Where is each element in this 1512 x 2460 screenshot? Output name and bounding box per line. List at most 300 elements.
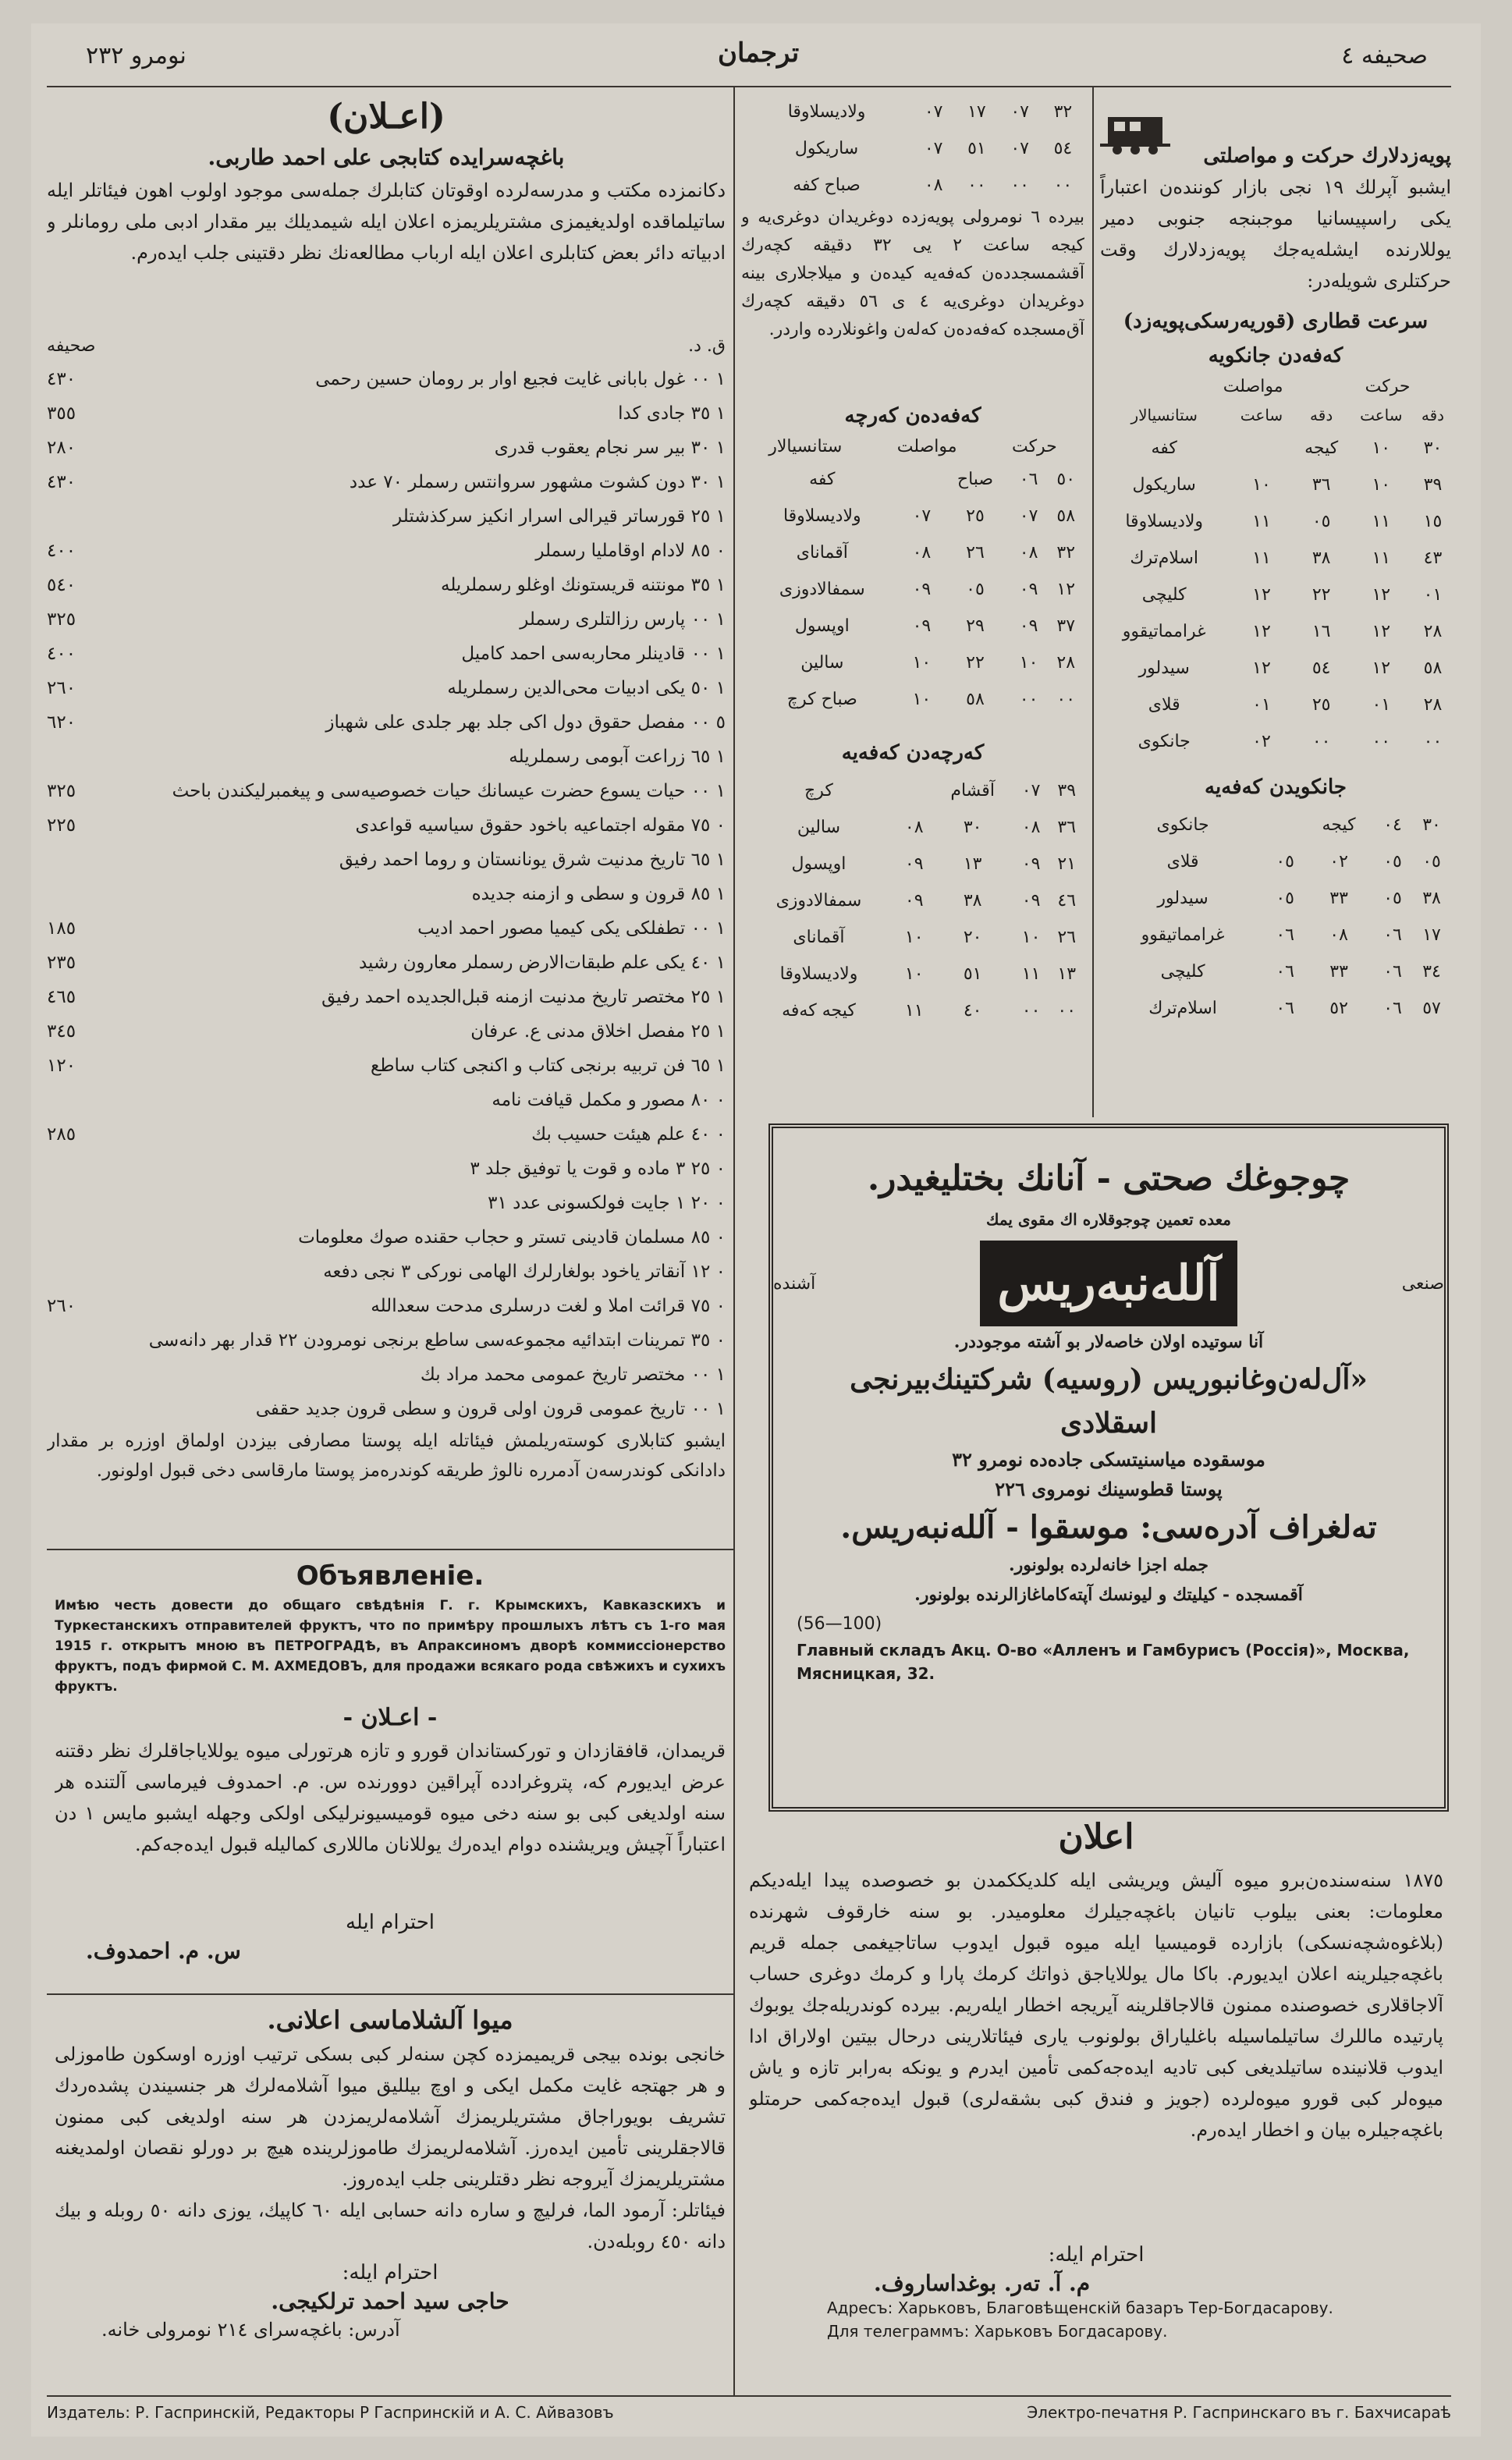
book-row (47, 1083, 726, 1117)
route-kefe-jankoy: که‌فه‌دن جانکویه (1208, 344, 1343, 367)
time-cell: ١١ (1372, 548, 1391, 568)
time-cell: ٠٦ (1383, 961, 1402, 982)
fruit-ad-address: آدرس: باغچه‌سرای ٢١٤ نومرولی خانه. (101, 2319, 400, 2341)
time-cell: ٥٨ (966, 689, 985, 709)
book-pages: ٢٦٠ (47, 678, 76, 698)
fruit-ad-signature: حاجی سید احمد ترلکیجی. (271, 2288, 509, 2314)
book-title: ١ ٦٥ تاریخ مدنیت شرق یونانستان و روما احمد رفیق (339, 850, 726, 870)
book-pages (47, 843, 125, 877)
station-name: غرامماتیقوو (1141, 925, 1225, 945)
time-cell: ١٧ (1422, 925, 1441, 945)
book-row (47, 637, 726, 671)
books-list (47, 362, 726, 1426)
timetable-jankoy-kefe (1100, 807, 1451, 1027)
station-name: جانکوی (1156, 815, 1209, 835)
timetable-row (741, 772, 1084, 809)
book-pages (47, 1083, 125, 1117)
book-title: ٠ ٢٥ ٣ ماده و قوت یا توفیق جلد ٣ (470, 1159, 726, 1179)
time-cell: ٢٦ (1057, 927, 1077, 947)
time-cell: ٠٦ (1383, 998, 1402, 1018)
col-arrive: مواصلت (1223, 377, 1283, 396)
book-title: ١ ٠٠ غول بابانی غایت فجیع اوار بر رومان حسین رحمی (315, 369, 726, 389)
book-pages: ١٨٥ (47, 918, 76, 939)
train-schedule-title: پویه‌زدلارك حرکت و مواصلتی (1203, 144, 1451, 168)
station-name: قلای (1166, 851, 1199, 871)
timetable-row (741, 882, 1084, 919)
book-title: ٠ ٢٠ ١ جایت فولکسونی عدد ٣١ (488, 1193, 726, 1213)
time-cell: ٥٤ (1053, 138, 1073, 158)
col-move: حرکت (1011, 437, 1057, 456)
time-cell: ٠١ (1252, 694, 1271, 715)
time-cell: آقشام (950, 780, 995, 800)
time-cell: ٠٩ (904, 890, 924, 911)
timetable-row (741, 919, 1084, 956)
timetable-row (1100, 723, 1451, 760)
book-row (47, 534, 726, 568)
col-min: دقه (1310, 406, 1333, 424)
russian-ad-body: Имѣю честь довести до общаго свѣдѣнія Г. г. Крымскихъ, Кавказскихъ и Туркестанскихъ отправителей фруктъ, что по примѣру прошлыхъ лѣтъ съ 1-го мая 1915 г. открытъ мною въ ПЕТРОГРАДѢ, въ Апраксиномъ дворѣ коммиссіонерство фруктъ, подъ фирмой С. М. АХМЕДОВЪ, для продажи всякаго рода свѣжихъ и сухихъ фруктъ. (55, 1598, 726, 1695)
time-cell: ٠٧ (924, 101, 943, 122)
book-pages: ٤٣٠ (47, 369, 76, 389)
time-cell: ٠١ (1423, 584, 1443, 605)
station-name: ساریکول (1132, 474, 1196, 495)
bogdasarov-ad-title: اعلان (1058, 1817, 1134, 1857)
book-pages: ٢٨٥ (47, 1124, 76, 1145)
book-title: ٠ ٤٠ علم هیئت حسیب بك (531, 1124, 726, 1145)
col-move: حرکت (1365, 377, 1411, 396)
column-rule (1092, 87, 1094, 1117)
book-row (47, 396, 726, 431)
time-cell: ٠٥ (1276, 888, 1294, 908)
time-cell: ٠٠ (1053, 175, 1073, 195)
book-title: ١ ٢٥ قورساتر قیرالی اسرار انکیز سرکذشتلر (393, 506, 726, 527)
allenbury-ad (768, 1124, 1449, 1812)
time-cell: ٠٢ (1252, 731, 1271, 751)
time-cell: ٢٨ (1423, 621, 1443, 641)
time-cell: ٠٩ (1021, 854, 1041, 874)
train-icon (1100, 109, 1170, 156)
paper-name: ترجمان (718, 37, 800, 69)
allenbury-company: «آل‌له‌ن‌وغانبوریس (روسیه) شرکتینك‌بیرنجی اسقلادی (850, 1363, 1368, 1439)
time-cell: ٣٠ (963, 817, 982, 837)
time-cell: ١٢ (1252, 584, 1271, 605)
book-row (47, 1255, 726, 1289)
book-row (47, 740, 726, 774)
book-row (47, 774, 726, 808)
time-cell: ١٠ (1372, 474, 1391, 495)
time-cell: ٠١ (1372, 694, 1391, 715)
time-cell: ١٦ (1311, 621, 1331, 641)
book-pages (47, 740, 125, 774)
book-title: ٥ ٠٠ مفصل حقوق دول اکی جلد بهر جلدی علی شهباز (325, 712, 726, 733)
bogdasarov-ad (749, 1810, 1443, 2391)
time-cell: ٣٠ (1422, 815, 1441, 835)
book-pages (47, 1392, 125, 1426)
bogdasarov-ad-address: Адресъ: Харьковъ, Благовѣщенскій базаръ Тер-Богдасарову. (827, 2298, 1333, 2317)
books-ad-closing: ایشبو کتابلاری کوسته‌ریلمش فیئاتله ایله پوستا مصارفی بیزدن اولماق اوزره بر مقدار دادانکی کوندرسه‌ن آدمرره نالوژ طریقه کوندره‌مز پوستا مارقاسی دخی قبول اولونور. (47, 1431, 726, 1481)
timetable-row (741, 681, 1084, 718)
book-pages: ٣٤٥ (47, 1021, 76, 1042)
time-cell: ٠٦ (1276, 961, 1294, 982)
station-name: اسلام‌ترك (1130, 548, 1199, 568)
time-cell: ٥٧ (1422, 998, 1441, 1018)
allenbury-address-2: پوستا قطوسینك نومروی ٢٢٦ (995, 1478, 1223, 1500)
book-row (47, 705, 726, 740)
allenbury-logo: آلله‌نبه‌ریس (980, 1241, 1237, 1326)
station-name: اسلام‌ترك (1148, 998, 1217, 1018)
time-cell: ١٢ (1056, 579, 1076, 599)
book-row (47, 1358, 726, 1392)
book-pages: ٢٣٥ (47, 953, 76, 973)
books-table-header (47, 331, 726, 362)
book-row (47, 671, 726, 705)
book-title: ١ ٥٠ یکی ادبیات محی‌الدین رسملریله (447, 678, 726, 698)
time-cell: ١٠ (912, 652, 932, 673)
time-cell: ٠٥ (1383, 888, 1402, 908)
column-rule (733, 87, 735, 2397)
timetable-row (1100, 843, 1451, 880)
time-cell: ٣٨ (963, 890, 982, 911)
time-cell: ٥٠ (1056, 469, 1076, 489)
timetable-row (1100, 467, 1451, 503)
station-name: قلای (1148, 694, 1180, 715)
time-cell (1265, 807, 1304, 843)
ahmedov-ad (55, 1701, 726, 1990)
imprint-printer: Электро-печатня Р. Гаспринскаго въ г. Бахчисараѣ (1027, 2403, 1451, 2422)
book-pages: ٤٦٥ (47, 987, 76, 1007)
timetable-row (741, 498, 1084, 534)
time-cell: ٥١ (967, 138, 986, 158)
timetable-row (1100, 540, 1451, 577)
timetable-row (741, 167, 1084, 204)
timetable-row (1100, 807, 1451, 843)
time-cell: ٠٦ (1019, 469, 1038, 489)
time-cell: ٣٢ (1056, 542, 1076, 563)
allenbury-label-left: آشنده (773, 1273, 816, 1294)
timetable-row (741, 608, 1084, 644)
station-name: ولادیسلاوقا (1125, 511, 1204, 531)
station-name: صباح کرچ (786, 689, 857, 709)
time-cell: ٣٩ (1057, 780, 1077, 800)
time-cell: ١٢ (1372, 621, 1391, 641)
station-name: کفه (809, 469, 836, 489)
time-cell: ٥٨ (1056, 506, 1076, 526)
route-kerch-kefe: که‌رچه‌دن که‌فه‌یه (841, 741, 985, 765)
book-pages: ٢٨٠ (47, 438, 76, 458)
time-cell: ٠٧ (1021, 780, 1041, 800)
book-title: ١ ٠٠ پارس رزالتلری رسملر (520, 609, 726, 630)
time-cell: صباح (957, 469, 994, 489)
book-pages (47, 877, 125, 911)
timetable-row (741, 644, 1084, 681)
book-row (47, 568, 726, 602)
time-cell: ٠٧ (1010, 101, 1029, 122)
book-title: ٠ ٨٠ مصور و مکمل قیافت نامه (492, 1090, 726, 1110)
time-cell: ٠٧ (924, 138, 943, 158)
time-cell: ٤٣ (1423, 548, 1443, 568)
book-title: ١ ٢٥ مفصل اخلاق مدنی ع. عرفان (470, 1021, 726, 1042)
time-cell: ٣٦ (1311, 474, 1331, 495)
station-name: کرچ (804, 780, 833, 800)
book-title: ١ ٣٥ جادی کدا (618, 403, 726, 424)
book-row (47, 946, 726, 980)
book-row (47, 1117, 726, 1152)
train-schedule-main (1100, 94, 1451, 1108)
train-schedule-local (741, 94, 1084, 1108)
time-cell (896, 772, 932, 809)
station-name: سیدلور (1157, 888, 1209, 908)
ahmedov-ad-title: - اعـلان - (343, 1704, 438, 1731)
time-cell: ٠٩ (1021, 890, 1041, 911)
allenbury-wholesale: جمله اجزا خانه‌لرده بولونور. (1008, 1555, 1209, 1575)
time-cell: ٥١ (963, 964, 982, 984)
station-name: آقمانای (796, 542, 848, 563)
book-pages (47, 1358, 125, 1392)
book-row (47, 1186, 726, 1220)
book-title: ١ ٤٠ یکی علم طبقات‌الارض رسملر معارون رشید (358, 953, 726, 973)
book-title: ١ ٢٥ مختصر تاریخ مدنیت ازمنه قبل‌الجدیده احمد رفیق (321, 987, 726, 1007)
time-cell: ٠٠ (1423, 731, 1443, 751)
book-title: ١ ٠٠ تطفلکی یکی کیمیا مصور احمد ادیب (417, 918, 726, 939)
book-pages: ٢٦٠ (47, 1296, 76, 1316)
station-name: سیدلور (1138, 658, 1190, 678)
fruit-ad-title: میوا آلشلاماسی اعلانی. (267, 2005, 513, 2035)
book-pages: ٤٠٠ (47, 644, 76, 664)
timetable-row (1100, 917, 1451, 953)
col-hour: ساعت (1360, 406, 1403, 424)
books-col-pages: صحیفه (47, 336, 96, 356)
time-cell: ٠٨ (904, 817, 924, 837)
time-cell: ٢٥ (966, 506, 985, 526)
time-cell: ٣٧ (1056, 616, 1076, 636)
bogdasarov-ad-regards: احترام ایله: (1048, 2243, 1145, 2267)
time-cell: ٠٧ (1010, 138, 1029, 158)
book-title: ٠ ١٢ آنقاتر یاخود بولغارلرك الهامی نورکی ٣ نجی دفعه (323, 1262, 726, 1282)
books-ad-subtitle: باغچه‌سرایده کتابجی علی احمد طاربی. (208, 144, 565, 170)
allenbury-address-1: موسقوده میاسنیتسکی جاده‌ده نومرو ٣٢ (952, 1448, 1265, 1471)
time-cell: ١١ (904, 1000, 924, 1021)
col-arrive: مواصلت (896, 437, 957, 456)
book-title: ١ ٣٥ مونتنه قریستونك اوغلو رسملریله (440, 575, 726, 595)
timetable-row (741, 571, 1084, 608)
book-pages (47, 1323, 125, 1358)
book-pages (47, 499, 125, 534)
timetable-row (741, 130, 1084, 167)
time-cell: ٠٧ (1019, 506, 1038, 526)
time-cell: ١٢ (1372, 658, 1391, 678)
time-cell: ١٠ (1019, 652, 1038, 673)
time-cell: ٠٥ (1311, 511, 1331, 531)
time-cell: ٠٨ (1021, 817, 1041, 837)
station-name: ساریکول (794, 138, 859, 158)
time-cell: ٠٠ (1019, 689, 1038, 709)
timetable-row (741, 956, 1084, 992)
time-cell: ٠٨ (912, 542, 932, 563)
time-cell: ٠٨ (1019, 542, 1038, 563)
timetable-row (1100, 880, 1451, 917)
time-cell: ٠٠ (1010, 175, 1029, 195)
book-row (47, 911, 726, 946)
timetable-kefe-jankoy (1100, 401, 1451, 760)
time-cell: ١٠ (904, 964, 924, 984)
section-rule (47, 1993, 733, 1995)
book-pages: ٤٣٠ (47, 472, 76, 492)
station-name: کلیچی (1141, 584, 1187, 605)
time-cell: ٠٠ (967, 175, 986, 195)
book-title: ١ ٣٠ دون کشوت مشهور سروانتس رسملر ٧٠ عدد (349, 472, 726, 492)
time-cell: ٢٢ (966, 652, 985, 673)
time-cell: ٠٩ (1019, 616, 1038, 636)
book-row (47, 1392, 726, 1426)
book-pages: ٥٤٠ (47, 575, 76, 595)
timetable-row (741, 461, 1084, 498)
book-pages: ٢٢٥ (47, 815, 76, 836)
station-name: کیجه که‌فه (782, 1000, 856, 1021)
timetable-row (741, 94, 1084, 130)
time-cell: ٠٩ (1019, 579, 1038, 599)
book-row (47, 1049, 726, 1083)
route-kefe-kerch: که‌فه‌ده‌ن که‌رچه (844, 404, 981, 428)
time-cell: ١٢ (1252, 658, 1271, 678)
book-title: ١ ٠٠ حیات یسوع حضرت عیسانك حیات خصوصیه‌سی و پیغمبرلیکندن باحث (172, 781, 726, 801)
time-cell: ٠٦ (1383, 925, 1402, 945)
timetable-row (741, 809, 1084, 846)
timetable-continued (741, 94, 1084, 204)
time-cell: ١٠ (1021, 927, 1041, 947)
time-cell (903, 461, 941, 498)
timetable-row (1100, 577, 1451, 613)
time-cell: ٠٦ (1276, 925, 1294, 945)
book-row (47, 1323, 726, 1358)
station-name: صباح کفه (793, 175, 861, 195)
fruit-ad-regards: احترام ایله: (342, 2261, 438, 2284)
book-title: ١ ٣٠ بیر سر نجام یعقوب قدری (494, 438, 726, 458)
timetable-row (1100, 430, 1451, 467)
station-name: ولادیسلاوقا (783, 506, 861, 526)
timetable-row (1100, 613, 1451, 650)
time-cell: ٠٩ (904, 854, 924, 874)
time-cell: ٢٥ (1311, 694, 1331, 715)
books-ad-title: (اعـلان) (327, 97, 445, 137)
book-row (47, 980, 726, 1014)
time-cell: کیجه (1322, 815, 1356, 835)
russian-announcement (55, 1557, 726, 1697)
time-cell: ٠٧ (912, 506, 932, 526)
time-cell: ٢٦ (966, 542, 985, 563)
time-cell: ٣٠ (1423, 438, 1443, 458)
book-row (47, 431, 726, 465)
express-title: سرعت قطاری (قوریه‌رسکی‌پویه‌زد) (1123, 310, 1429, 333)
timetable-row (741, 534, 1084, 571)
time-cell: ١١ (1252, 548, 1271, 568)
book-row (47, 843, 726, 877)
bogdasarov-ad-body: ١٨٧٥ سنه‌سنده‌ن‌برو میوه آلیش ویریشی ایله کلدیککمدن بو خصوصده پیدا ایله‌دیکم معلومات: بعنی بیلوب تانیان باغچه‌جیلرك معلومیدر. بو سنه خارقوف شهرنده (بلاغوه‌شچه‌نسکی) بازارده قومیسیا ایله میوه قبول ایدوب ساتاجیغمی جمله قریم باغچه‌جیلرینه اعلان ایدیورم. باکا مال یوللایاجق ذواتك کرمك پارا و کرمك دوغری حساب آلاجاقلاری خصوصنده ممنون قالاجاقلرینه آیریجه اخطار ایله‌ریم. بیرده کوندریله‌جك یوبوك پارتیده ماللرك ساتیلماسیله باغلیاراق بولونوب یاری فیئاتلارینی درحال بیتین اولاراق ادا ایدوب قلانینده ساتیلدیغی کبی تادیه ایده‌جه‌کمی تأمین ایدرم و یونکه به‌رابر تازه و یاش میوه‌لر کبی قورو میوه‌لرده (جویز و فندق کبی بشقه‌لری) قبول ایده‌جه‌کمی حرمتلو باغچه‌جیلره بیان و اخطار ایده‌رم. (749, 1869, 1443, 2141)
station-name: کفه (1151, 438, 1177, 458)
imprint-publisher: Издатель: Р. Гаспринскій, Редакторы Р Гаспринскій и А. С. Айвазовъ (47, 2403, 614, 2422)
time-cell: ٠٩ (912, 579, 932, 599)
timetable-kefe-kerch (741, 461, 1084, 718)
time-cell: ٠٨ (1329, 925, 1348, 945)
time-cell: ١١ (1372, 511, 1391, 531)
time-cell: ٢١ (1057, 854, 1077, 874)
time-cell: ٢٨ (1056, 652, 1076, 673)
book-row (47, 602, 726, 637)
time-cell (1228, 430, 1294, 467)
time-cell: ٠٠ (1311, 731, 1331, 751)
book-pages: ٣٢٥ (47, 781, 76, 801)
book-row (47, 1289, 726, 1323)
book-title: ١ ٦٥ زراعت آبومی رسملریله (509, 747, 726, 767)
book-title: ١ ٠٠ قادینلر محاربه‌سی احمد کامیل (461, 644, 726, 664)
book-row (47, 808, 726, 843)
fruit-ad-prices: فیئاتلر: آرمود الما، فرلیچ و ساره دانه حسابی ایله ٦٠ کاپیك، یوزی دانه ٥٠ روبله و بیك دانه ٤٥٠ روبله‌دن. (55, 2199, 726, 2252)
russian-ad-title: Объявленiе. (296, 1560, 484, 1592)
book-pages: ٣٢٥ (47, 609, 76, 630)
book-row (47, 465, 726, 499)
books-ad (47, 94, 726, 1545)
book-pages: ٤٠٠ (47, 541, 76, 561)
book-row (47, 877, 726, 911)
book-row (47, 362, 726, 396)
time-cell: ٠٩ (912, 616, 932, 636)
time-cell: ١٠ (912, 689, 932, 709)
time-cell: ٠٠ (1372, 731, 1391, 751)
book-title: ١ ٨٥ قرون و سطی و ازمنه جدیده (471, 884, 726, 904)
book-title: ٠ ٧٥ قرائت املا و لغت درسلری مدحت سعدالله (371, 1296, 726, 1316)
book-pages (47, 1220, 125, 1255)
page-number: صحیفه ٤ (1341, 42, 1428, 69)
station-name: غرامماتیقوو (1122, 621, 1206, 641)
station-name: آقمانای (793, 927, 845, 947)
station-name: ولادیسلاوقا (787, 101, 866, 122)
station-name: اوپسول (794, 616, 850, 636)
time-cell: ٢٨ (1423, 694, 1443, 715)
col-station: ستانسیالار (1130, 406, 1198, 424)
time-cell: ٠٥ (966, 579, 985, 599)
station-name: سمفالادوزی (779, 579, 865, 599)
book-row (47, 1014, 726, 1049)
bogdasarov-ad-telegram: Для телеграммъ: Харьковъ Богдасарову. (827, 2322, 1168, 2341)
time-cell: ٣٦ (1057, 817, 1077, 837)
book-pages (47, 1186, 125, 1220)
book-row (47, 499, 726, 534)
time-cell: ٥٢ (1329, 998, 1348, 1018)
time-cell: ١١ (1252, 511, 1271, 531)
book-title: ١ ٦٥ فن تربیه برنجی کتاب و اکنجی کتاب ساطع (371, 1056, 726, 1076)
time-cell: ٢٠ (963, 927, 982, 947)
book-title: ١ ٠٠ تاریخ عمومی قرون اولی قرون و سطی قرون جدید حقفی (255, 1399, 726, 1419)
allenbury-telegraph: تەلغراف آدره‌سی: موسقوا - آلله‌نبه‌ریس. (840, 1509, 1377, 1546)
book-row (47, 1152, 726, 1186)
time-cell: ٣٩ (1423, 474, 1443, 495)
time-cell: ٣٣ (1329, 888, 1348, 908)
footer-rule (47, 2395, 1451, 2397)
fruit-tree-ad (55, 2001, 726, 2391)
time-cell: ٠٥ (1276, 851, 1294, 871)
allenbury-note: آنا سوتیده اولان خاصه‌لار بو آشته موجوددر. (953, 1332, 1264, 1352)
section-rule (47, 1549, 733, 1550)
time-cell: ١٣ (1057, 964, 1077, 984)
book-title: ١ ٠٠ مختصر تاریخ عمومی محمد مراد بك (420, 1365, 726, 1385)
timetable-row (1100, 990, 1451, 1027)
col-station: ستانسیالار (768, 437, 843, 456)
time-cell: ٥٨ (1423, 658, 1443, 678)
time-cell: ١٠ (1252, 474, 1271, 495)
allenbury-headline: چوجوغك صحتی - آنانك بختلیغیدر. (867, 1159, 1351, 1198)
time-cell: ١٠ (904, 927, 924, 947)
ahmedov-ad-body: قریمدان، قافقازدان و تورکستاندان قورو و تازه هرتورلی میوه یوللایاجاقلرك نظر دقتنه عرض ایدیورم که، پتروغرادده آپراقین دوورنده س. م. احمدوف فیرماسی آلتنده هر سنه اولدیغی کبی بو سنه دخی میوه قومیسیونرلیکی اولکی وجهله ایشبو مایس ١ دن اعتباراً آچیش ویریشنده دوام ایده‌رك یوللانان ماللاری کمالیله قبول ایده‌جه‌کم. (55, 1740, 726, 1855)
station-name: سالین (800, 652, 844, 673)
